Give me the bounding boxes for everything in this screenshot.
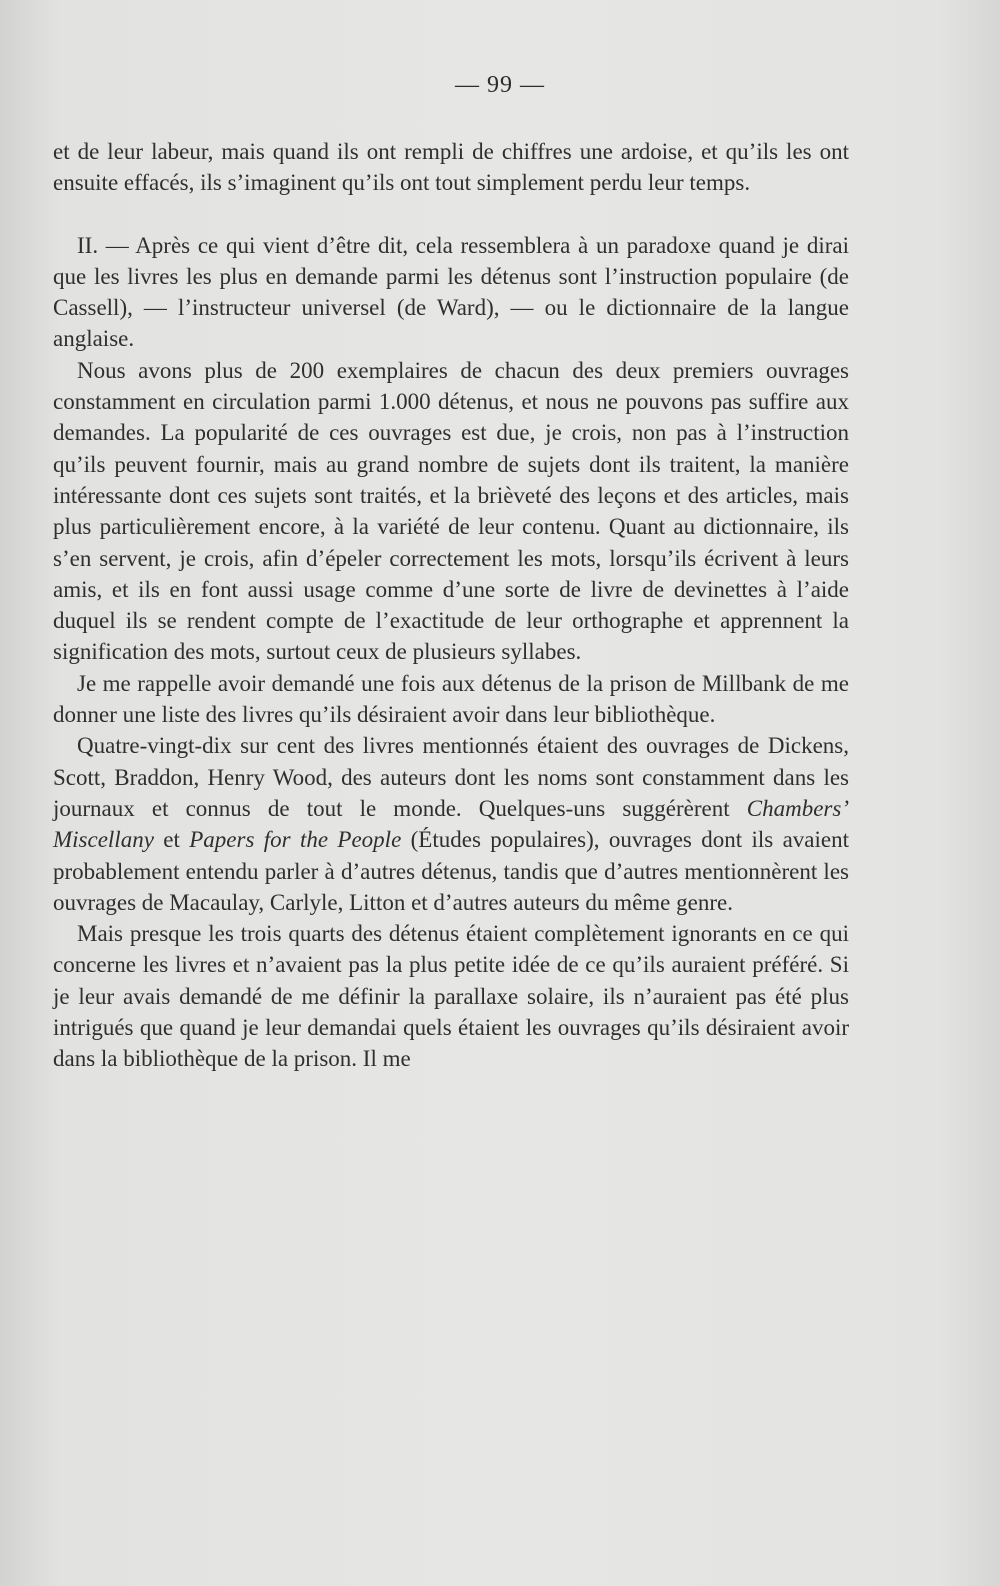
page-number: — 99 — <box>455 72 545 98</box>
paragraph-ignorance: Mais presque les trois quarts des détenus étaient complètement ignorants en ce qui concerne les livres et n’avaient pas la plus petite idée de ce qu’ils auraient préféré. Si je leur avais demandé de me définir la parallaxe solaire, ils n’auraient pas été plus intrigués que quand je leur demandai quels étaient les ouvrages qu’ils désiraient avoir dans la bibliothèque de la prison. Il me <box>53 921 849 1072</box>
paragraph-authors-before: Quatre-vingt-dix sur cent des livres mentionnés étaient des ouvrages de Dickens, Scott, Braddon, Henry Wood, des auteurs dont les noms sont constamment dans les journaux et connus de tout le monde. Quelques-uns suggérèrent <box>53 733 849 821</box>
book-title-papers: Papers for the People <box>189 827 402 853</box>
body-text <box>53 136 849 1075</box>
book-title-chambers: Chambers’ Miscellany <box>53 795 849 853</box>
paragraph-millbank: Je me rappelle avoir demandé une fois aux détenus de la prison de Millbank de me donner une liste des livres qu’ils désiraient avoir dans leur bibliothèque. <box>53 670 849 728</box>
paragraph-authors-mid: et <box>153 827 190 853</box>
paragraph-authors-after: (Études populaires), ouvrages dont ils avaient probablement entendu parler à d’autres détenus, tandis que d’autres mentionnèrent les ouvrages de Macaulay, Carlyle, Litton et d’autres auteurs du même genre. <box>53 827 849 915</box>
paragraph-section-ii: II. — Après ce qui vient d’être dit, cela ressemblera à un paradoxe quand je dirai que les livres les plus en demande parmi les détenus sont l’instruction populaire (de Cassell), — l’instructeur universel (de Ward), — ou le dictionnaire de la langue anglaise. <box>53 232 849 352</box>
paragraph-popularity: Nous avons plus de 200 exemplaires de chacun des deux premiers ouvrages constamment en circulation parmi 1.000 détenus, et nous ne pouvons pas suffire aux demandes. La popularité de ces ouvrages est due, je crois, non pas à l’instruction qu’ils peuvent fournir, mais au grand nombre de sujets dont ils traitent, la manière intéressante dont ces sujets sont traités, et la brièveté des leçons et des articles, mais plus particulièrement encore, à la variété de leur contenu. Quant au dictionnaire, ils s’en servent, je crois, afin d’épeler correctement les mots, lorsqu’ils écrivent à leurs amis, et ils en font aussi usage comme d’une sorte de livre de devinettes à l’aide duquel ils se rendent compte de l’exactitude de leur orthographe et apprennent la signification des mots, surtout ceux de plusieurs syllabes. <box>53 357 849 665</box>
paragraph-continuation: et de leur labeur, mais quand ils ont rempli de chiffres une ardoise, et qu’ils les ont ensuite effacés, ils s’imaginent qu’ils ont tout simplement perdu leur temps. <box>53 139 849 196</box>
paragraph-authors <box>53 730 849 918</box>
